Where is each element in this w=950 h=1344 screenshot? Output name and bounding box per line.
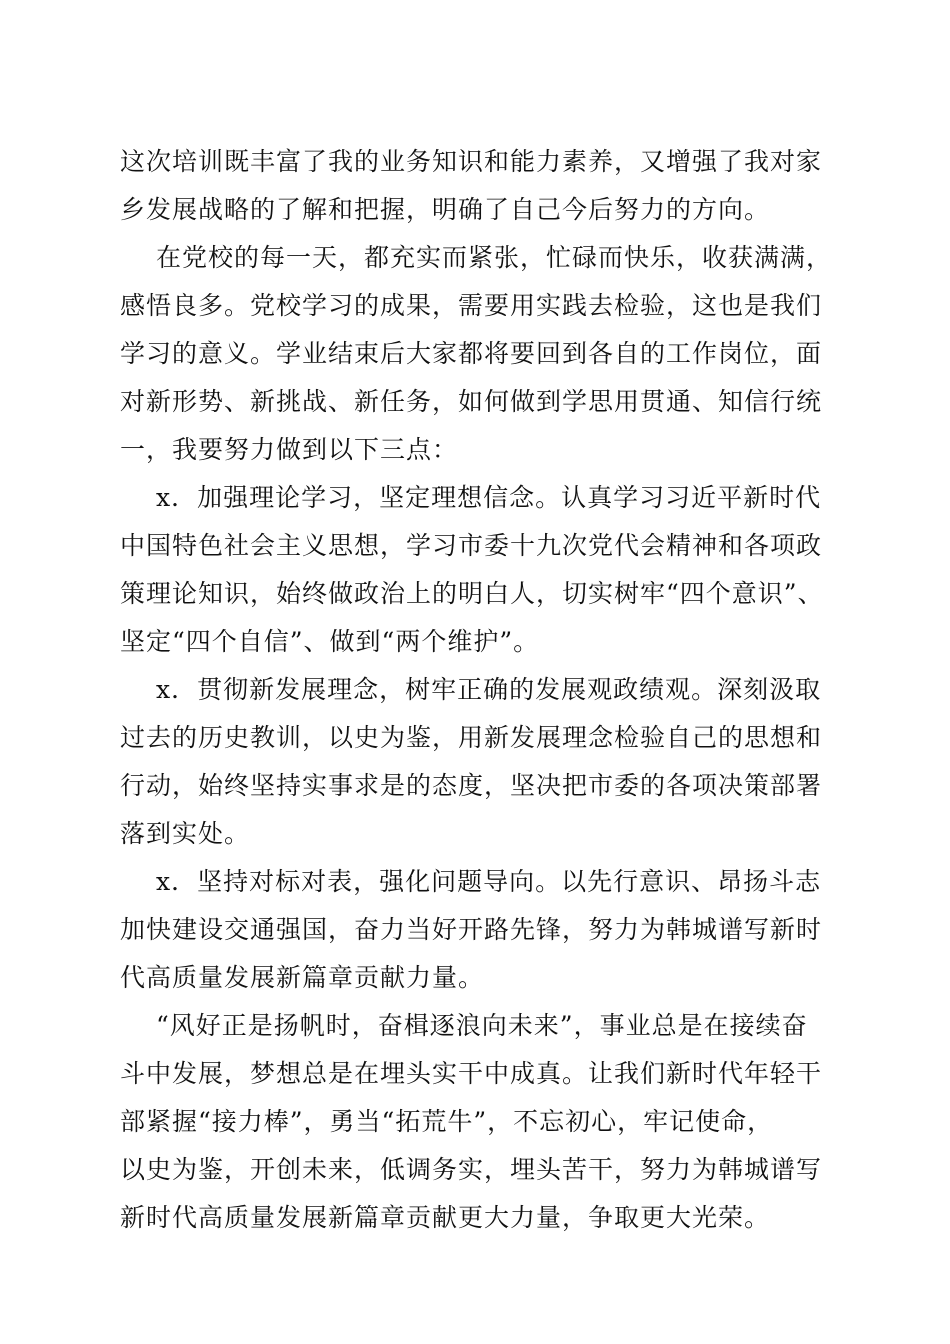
- text-line: 落到实处。: [120, 819, 251, 848]
- text-line: 新时代高质量发展新篇章贡献更大力量，争取更大光荣。: [120, 1203, 771, 1232]
- text-line: 代高质量发展新篇章贡献力量。: [120, 963, 485, 992]
- text-line: 部紧握“接力棒”，勇当“拓荒牛”，不忘初心，牢记使命，: [120, 1107, 774, 1136]
- text-line: 一，我要努力做到以下三点：: [120, 435, 459, 464]
- text-line: 以史为鉴，开创未来，低调务实，埋头苦干，努力为韩城谱写: [120, 1155, 823, 1184]
- text-line: 对新形势、新挑战、新任务，如何做到学思用贯通、知信行统: [120, 387, 823, 416]
- text-line: 学习的意义。学业结束后大家都将要回到各自的工作岗位，面: [120, 339, 823, 368]
- text-line: 这次培训既丰富了我的业务知识和能力素养，又增强了我对家: [120, 147, 823, 176]
- text-line: 乡发展战略的了解和把握，明确了自己今后努力的方向。: [120, 195, 771, 224]
- text-line: 加快建设交通强国，奋力当好开路先锋，努力为韩城谱写新时: [120, 915, 823, 944]
- text-line: 感悟良多。党校学习的成果，需要用实践去检验，这也是我们: [120, 291, 823, 320]
- text-line: “风好正是扬帆时，奋楫逐浪向未来”，事业总是在接续奋: [156, 1011, 808, 1040]
- text-line: 斗中发展，梦想总是在埋头实干中成真。让我们新时代年轻干: [120, 1059, 823, 1088]
- text-line: 在党校的每一天，都充实而紧张，忙碌而快乐，收获满满，: [156, 243, 833, 272]
- text-line: 坚定“四个自信”、做到“两个维护”。: [120, 627, 540, 656]
- text-line: 过去的历史教训，以史为鉴，用新发展理念检验自己的思想和: [120, 723, 823, 752]
- text-line: 中国特色社会主义思想，学习市委十九次党代会精神和各项政: [120, 531, 823, 560]
- text-line: x．加强理论学习，坚定理想信念。认真学习习近平新时代: [156, 483, 822, 512]
- text-line: x．坚持对标对表，强化问题导向。以先行意识、昂扬斗志: [156, 867, 822, 896]
- text-line: 策理论知识，始终做政治上的明白人，切实树牢“四个意识”、: [120, 579, 824, 608]
- text-line: 行动，始终坚持实事求是的态度，坚决把市委的各项决策部署: [120, 771, 823, 800]
- text-line: x．贯彻新发展理念，树牢正确的发展观政绩观。深刻汲取: [156, 675, 822, 704]
